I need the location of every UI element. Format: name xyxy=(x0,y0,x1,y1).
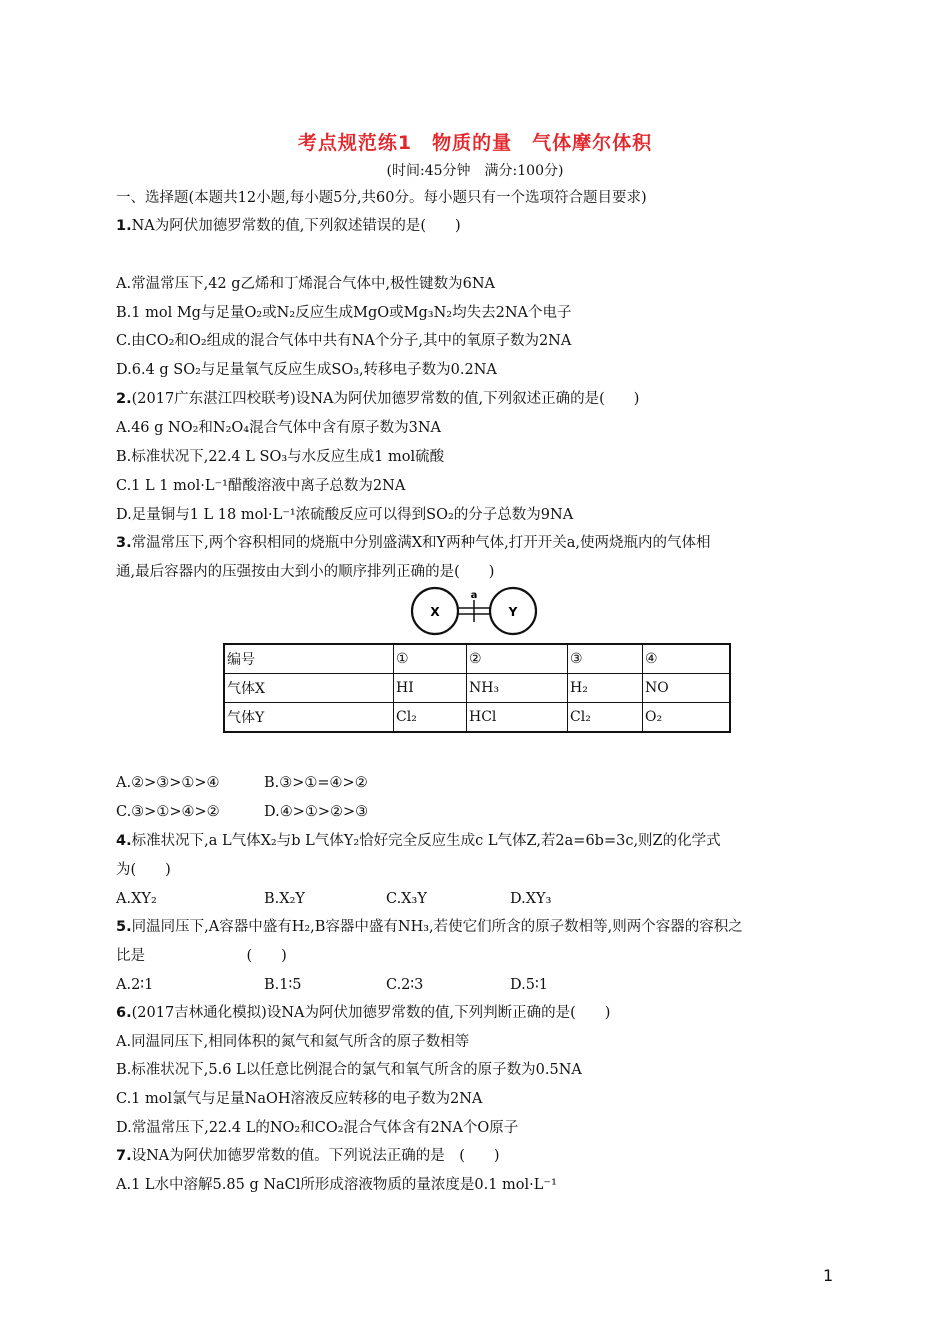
question-3-option-a: A.②>③>①>④ xyxy=(116,775,220,791)
question-2-stem xyxy=(116,389,639,409)
question-number: 7. xyxy=(116,1148,132,1164)
gas-table xyxy=(223,643,731,733)
question-4-stem-line-1 xyxy=(116,831,721,851)
question-5-stem-line-2: 比是 ( ) xyxy=(116,948,287,964)
question-2-option-c: C.1 L 1 mol·L⁻¹醋酸溶液中离子总数为2NA xyxy=(116,478,406,494)
table-cell: ② xyxy=(467,644,568,674)
question-3-stem-line-2: 通,最后容器内的压强按由大到小的顺序排列正确的是( ) xyxy=(116,564,495,580)
table-row xyxy=(224,674,730,703)
question-6-stem xyxy=(116,1003,610,1023)
question-5-stem-line-1 xyxy=(116,917,743,937)
page-number: 1 xyxy=(823,1266,834,1285)
question-5-option-a: A.2∶1 xyxy=(116,977,154,993)
question-1-stem xyxy=(116,216,461,236)
question-text: 设NA为阿伏加德罗常数的值。下列说法正确的是 ( ) xyxy=(131,1148,500,1164)
section-heading: 一、选择题(本题共12小题,每小题5分,共60分。每小题只有一个选项符合题目要求) xyxy=(116,190,647,206)
question-text: 同温同压下,A容器中盛有H₂,B容器中盛有NH₃,若使它们所含的原子数相等,则两个容器的容积之 xyxy=(131,919,743,935)
table-cell: ④ xyxy=(643,644,731,674)
table-cell: NH₃ xyxy=(467,674,568,703)
page-subtitle: (时间:45分钟 满分:100分) xyxy=(386,163,564,179)
question-4-stem-line-2: 为( ) xyxy=(116,862,171,878)
question-4-option-b: B.X₂Y xyxy=(264,891,305,907)
question-1-option-c: C.由CO₂和O₂组成的混合气体中共有NA个分子,其中的氧原子数为2NA xyxy=(116,333,572,349)
question-4-option-d: D.XY₃ xyxy=(510,891,552,907)
table-cell: 气体X xyxy=(224,674,394,703)
table-row xyxy=(224,703,730,733)
question-2-option-d: D.足量铜与1 L 18 mol·L⁻¹浓硫酸反应可以得到SO₂的分子总数为9NA xyxy=(116,507,574,523)
question-text: 常温常压下,两个容积相同的烧瓶中分别盛满X和Y两种气体,打开开关a,使两烧瓶内的气体相 xyxy=(131,535,711,551)
question-number: 1. xyxy=(116,218,132,234)
question-6-option-b: B.标准状况下,5.6 L以任意比例混合的氯气和氧气所含的原子数为0.5NA xyxy=(116,1062,582,1078)
question-text: (2017吉林通化模拟)设NA为阿伏加德罗常数的值,下列判断正确的是( ) xyxy=(131,1005,611,1021)
question-number: 4. xyxy=(116,833,132,849)
question-number: 6. xyxy=(116,1005,132,1021)
question-number: 2. xyxy=(116,391,132,407)
page-title: 考点规范练1 物质的量 气体摩尔体积 xyxy=(297,132,653,154)
question-text: NA为阿伏加德罗常数的值,下列叙述错误的是( ) xyxy=(131,218,461,234)
flask-x-label: X xyxy=(430,605,440,619)
question-2-option-a: A.46 g NO₂和N₂O₄混合气体中含有原子数为3NA xyxy=(116,420,442,436)
question-5-option-b: B.1∶5 xyxy=(264,977,302,993)
question-4-option-c: C.X₃Y xyxy=(386,891,427,907)
question-1-option-d: D.6.4 g SO₂与足量氧气反应生成SO₃,转移电子数为0.2NA xyxy=(116,362,497,378)
question-text: 标准状况下,a L气体X₂与b L气体Y₂恰好完全反应生成c L气体Z,若2a=6b=3c,则Z的化学式 xyxy=(131,833,721,849)
table-cell: Cl₂ xyxy=(394,703,467,733)
table-cell: HCl xyxy=(467,703,568,733)
flask-y-label: Y xyxy=(508,605,518,619)
question-text: (2017广东湛江四校联考)设NA为阿伏加德罗常数的值,下列叙述正确的是( ) xyxy=(131,391,640,407)
question-6-option-c: C.1 mol氯气与足量NaOH溶液反应转移的电子数为2NA xyxy=(116,1091,483,1107)
question-5-option-d: D.5∶1 xyxy=(510,977,548,993)
flask-diagram xyxy=(408,586,540,636)
table-row xyxy=(224,644,730,674)
table-cell: O₂ xyxy=(643,703,731,733)
question-1-option-a: A.常温常压下,42 g乙烯和丁烯混合气体中,极性键数为6NA xyxy=(116,276,496,292)
question-3-option-c: C.③>①>④>② xyxy=(116,804,220,820)
question-6-option-a: A.同温同压下,相同体积的氮气和氦气所含的原子数相等 xyxy=(116,1034,470,1050)
question-number: 3. xyxy=(116,535,132,551)
table-cell: H₂ xyxy=(568,674,643,703)
question-5-option-c: C.2∶3 xyxy=(386,977,424,993)
table-cell: NO xyxy=(643,674,731,703)
table-cell: 气体Y xyxy=(224,703,394,733)
question-7-stem xyxy=(116,1146,500,1166)
question-number: 5. xyxy=(116,919,132,935)
question-7-option-a: A.1 L水中溶解5.85 g NaCl所形成溶液物质的量浓度是0.1 mol·L⁻¹ xyxy=(116,1177,557,1193)
valve-label: a xyxy=(470,590,478,601)
table-cell: 编号 xyxy=(224,644,394,674)
question-3-option-d: D.④>①>②>③ xyxy=(264,804,369,820)
question-1-option-b: B.1 mol Mg与足量O₂或N₂反应生成MgO或Mg₃N₂均失去2NA个电子 xyxy=(116,305,572,321)
question-6-option-d: D.常温常压下,22.4 L的NO₂和CO₂混合气体含有2NA个O原子 xyxy=(116,1120,519,1136)
table-cell: ① xyxy=(394,644,467,674)
table-cell: ③ xyxy=(568,644,643,674)
question-3-stem-line-1 xyxy=(116,533,710,553)
question-4-option-a: A.XY₂ xyxy=(116,891,157,907)
question-2-option-b: B.标准状况下,22.4 L SO₃与水反应生成1 mol硫酸 xyxy=(116,449,445,465)
table-cell: HI xyxy=(394,674,467,703)
table-cell: Cl₂ xyxy=(568,703,643,733)
question-3-option-b: B.③>①=④>② xyxy=(264,775,368,791)
